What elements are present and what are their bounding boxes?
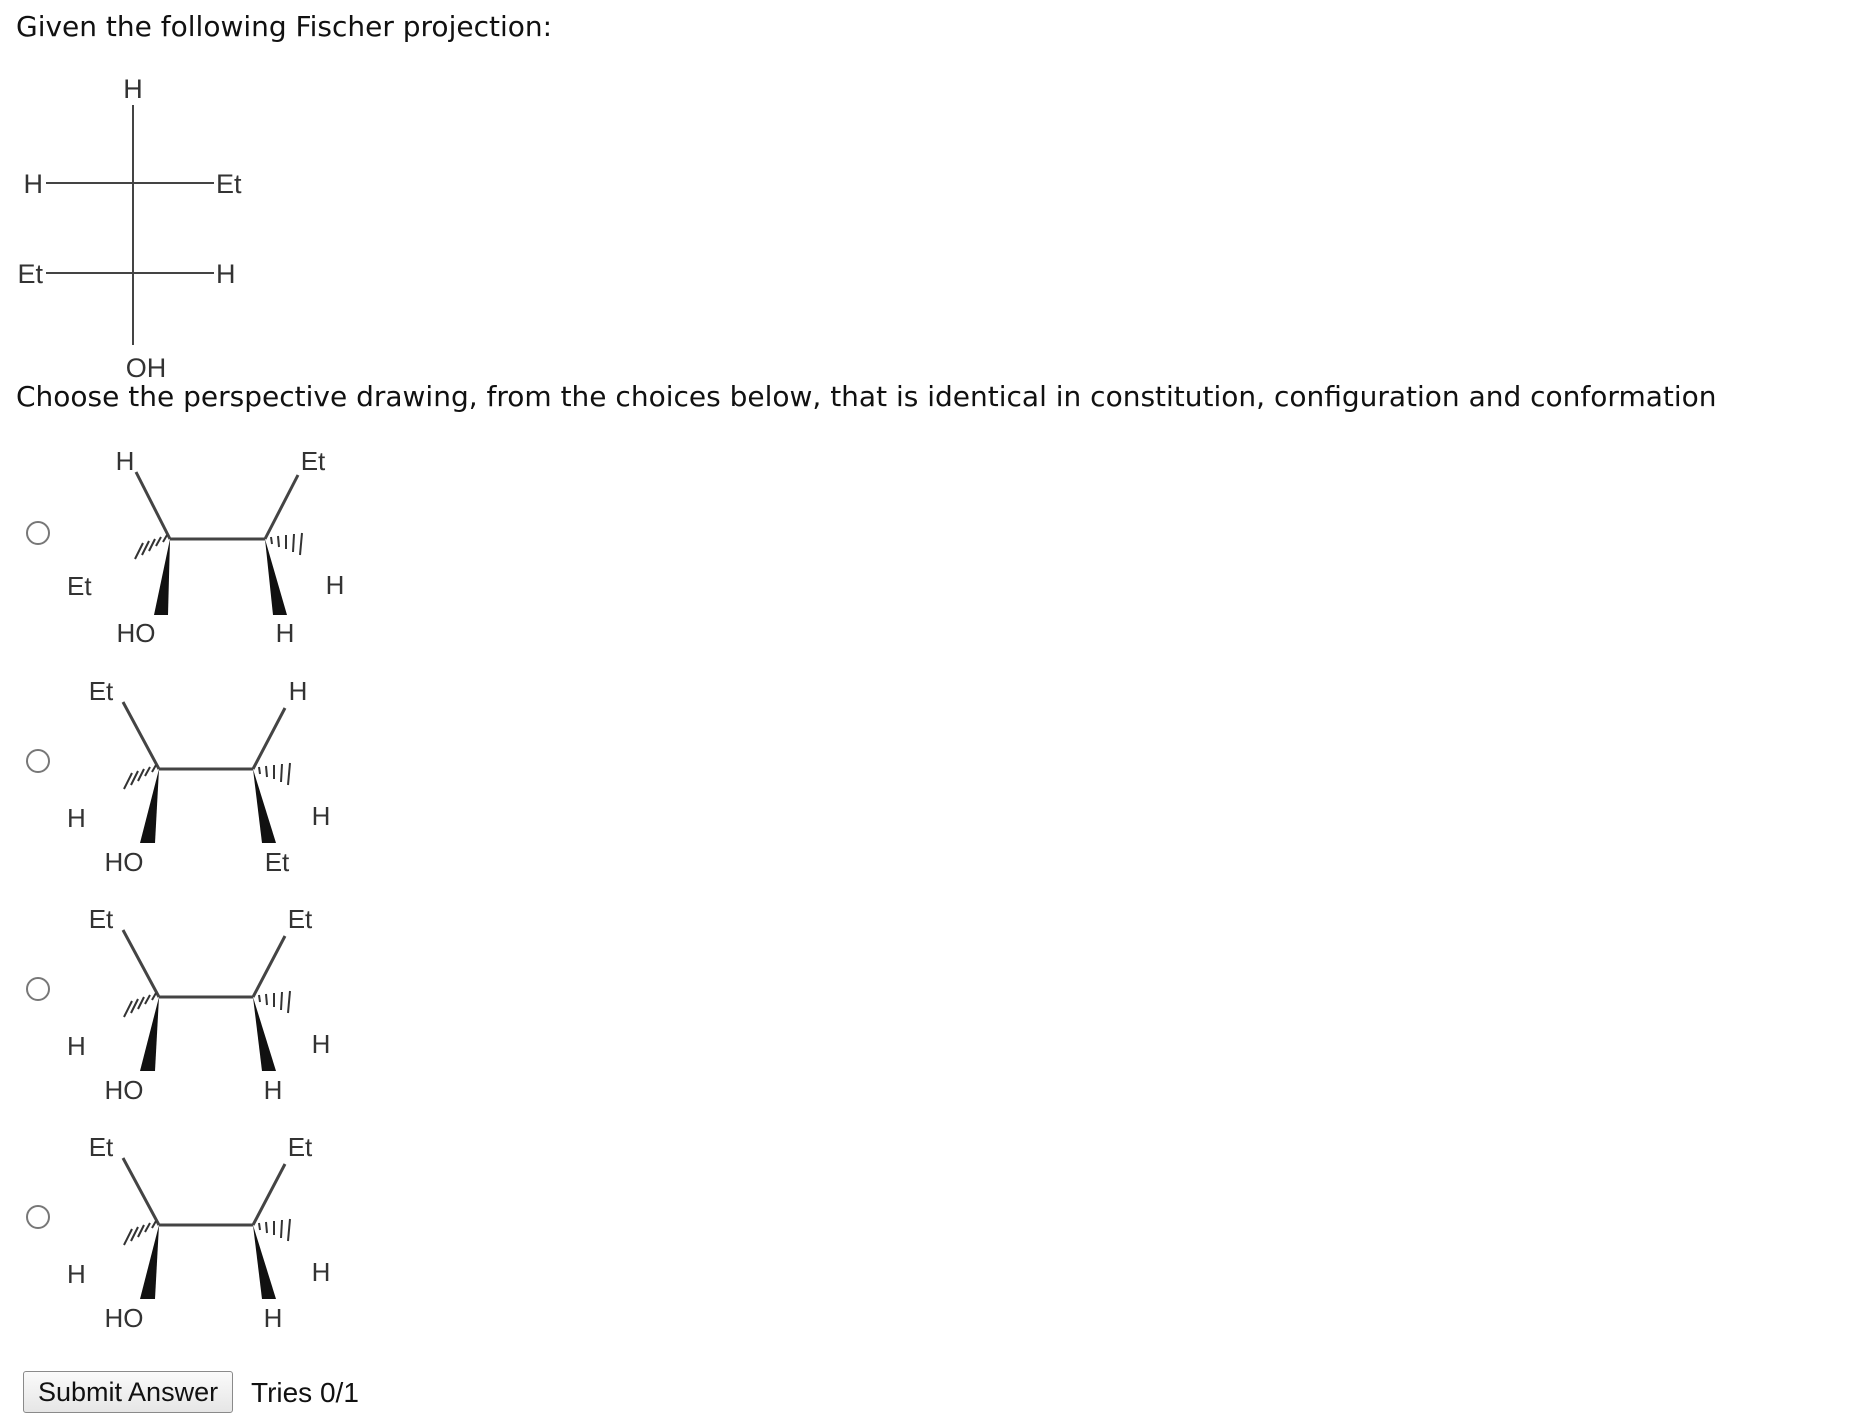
choice-4-left-wedge-label: HO (104, 1303, 144, 1333)
choice-3-drawing (55, 903, 385, 1113)
choice-3-right-wedge-label: H (263, 1075, 283, 1105)
choice-3-left-up-label: Et (88, 904, 114, 934)
choice-3-left-wedge-label: HO (104, 1075, 144, 1105)
choice-2-right-up-label: H (288, 676, 308, 706)
choice-3-left-hash-label: H (67, 1031, 86, 1061)
choice-4-right-hash-label: H (311, 1257, 331, 1287)
choice-2-drawing (55, 675, 385, 885)
fischer-bottom-label: OH (125, 353, 167, 383)
choice-4-left-hash-label: H (67, 1259, 86, 1289)
choice-2-right-wedge-label: Et (264, 847, 290, 877)
choice-2-radio[interactable] (26, 749, 50, 773)
submit-answer-button[interactable]: Submit Answer (23, 1371, 233, 1413)
choice-1-radio[interactable] (26, 521, 50, 545)
fischer-upper-left-label: H (23, 169, 43, 199)
choice-2-left-wedge-label: HO (104, 847, 144, 877)
choice-1-right-hash-label: H (325, 570, 345, 600)
fischer-top-label: H (123, 74, 143, 104)
choice-2-left-up-label: Et (88, 676, 114, 706)
choice-3-right-hash-label: H (311, 1029, 331, 1059)
choice-2-right-hash-label: H (311, 801, 331, 831)
choice-4-left-up-label: Et (88, 1132, 114, 1162)
choice-1-left-wedge-label: HO (116, 618, 156, 648)
choice-4-drawing (55, 1131, 385, 1341)
choice-1-right-up-label: Et (300, 446, 326, 476)
choice-1-left-up-label: H (115, 446, 135, 476)
fischer-lower-left-label: Et (17, 259, 43, 289)
choice-3-right-up-label: Et (287, 904, 313, 934)
choice-1-drawing (55, 445, 385, 655)
fischer-upper-right-label: Et (216, 169, 242, 199)
fischer-lower-right-label: H (216, 259, 236, 289)
tries-counter: Tries 0/1 (251, 1377, 359, 1408)
fischer-projection (0, 60, 280, 390)
choice-1-left-hash-label: Et (67, 571, 92, 601)
choice-3-radio[interactable] (26, 977, 50, 1001)
choice-4-right-wedge-label: H (263, 1303, 283, 1333)
choice-1-right-wedge-label: H (275, 618, 295, 648)
choice-2-left-hash-label: H (67, 803, 86, 833)
question-instruction: Choose the perspective drawing, from the choices below, that is identical in constitution, configuration and conformation (16, 380, 1717, 413)
choice-4-right-up-label: Et (287, 1132, 313, 1162)
question-prompt: Given the following Fischer projection: (16, 10, 553, 43)
choice-4-radio[interactable] (26, 1205, 50, 1229)
